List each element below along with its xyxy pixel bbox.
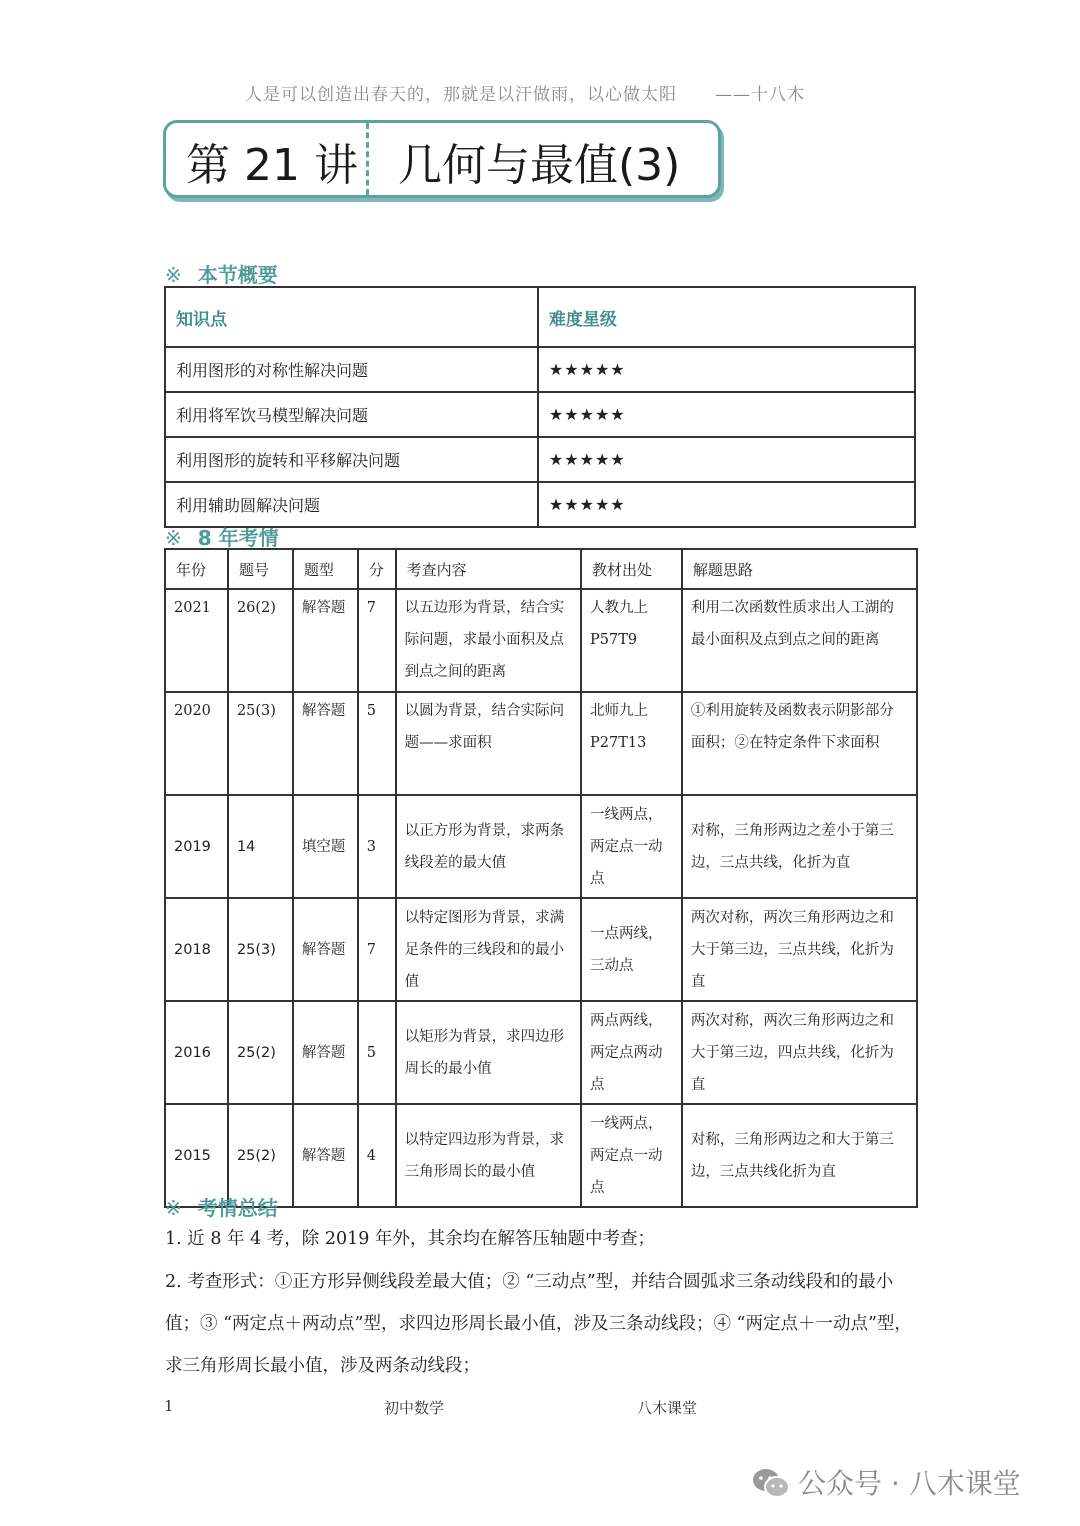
overview-row bbox=[165, 437, 915, 482]
exam-row bbox=[165, 898, 917, 1001]
title-divider bbox=[366, 123, 369, 195]
exam-idea: 对称，三角形两边之和大于第三边，三点共线化折为直 bbox=[682, 1104, 917, 1207]
motto-author: ——十八木 bbox=[715, 85, 805, 105]
summary-heading bbox=[165, 1192, 278, 1221]
knowledge-topic: 利用图形的旋转和平移解决问题 bbox=[165, 437, 538, 482]
exam-year: 2015 bbox=[165, 1104, 228, 1207]
exam-year: 2019 bbox=[165, 795, 228, 898]
exam-content: 以圆为背景，结合实际问题——求面积 bbox=[396, 692, 581, 795]
exam-row bbox=[165, 1001, 917, 1104]
footer-brand: 八木课堂 bbox=[637, 1399, 698, 1417]
col-question-number: 题号 bbox=[228, 549, 293, 589]
exam-score: 7 bbox=[358, 898, 396, 1001]
footer-subject: 初中数学 bbox=[384, 1399, 445, 1417]
exam-heading-text: 8 年考情 bbox=[197, 526, 279, 550]
overview-row bbox=[165, 482, 915, 527]
exam-year: 2020 bbox=[165, 692, 228, 795]
col-question-type: 题型 bbox=[293, 549, 358, 589]
col-content: 考查内容 bbox=[396, 549, 581, 589]
col-difficulty: 难度星级 bbox=[538, 287, 915, 347]
knowledge-topic: 利用辅助圆解决问题 bbox=[165, 482, 538, 527]
exam-year: 2016 bbox=[165, 1001, 228, 1104]
reference-mark-icon: ※ bbox=[165, 263, 182, 287]
exam-row bbox=[165, 692, 917, 795]
exam-source: 一点两线，三动点 bbox=[581, 898, 682, 1001]
exam-score: 3 bbox=[358, 795, 396, 898]
exam-idea: 对称，三角形两边之差小于第三边，三点共线，化折为直 bbox=[682, 795, 917, 898]
exam-source: 一线两点，两定点一动点 bbox=[581, 1104, 682, 1207]
knowledge-topic: 利用将军饮马模型解决问题 bbox=[165, 392, 538, 437]
difficulty-stars: ★★★★★ bbox=[538, 437, 915, 482]
exam-history-table bbox=[164, 548, 918, 1208]
exam-score: 5 bbox=[358, 1001, 396, 1104]
exam-number: 25(2) bbox=[228, 1001, 293, 1104]
wechat-watermark-text: 公众号 · 八木课堂 bbox=[798, 1467, 1021, 1500]
exam-number: 14 bbox=[228, 795, 293, 898]
overview-header-row bbox=[165, 287, 915, 347]
exam-score: 4 bbox=[358, 1104, 396, 1207]
col-year: 年份 bbox=[165, 549, 228, 589]
col-idea: 解题思路 bbox=[682, 549, 917, 589]
exam-type: 解答题 bbox=[293, 898, 358, 1001]
col-knowledge: 知识点 bbox=[165, 287, 538, 347]
exam-content: 以正方形为背景，求两条线段差的最大值 bbox=[396, 795, 581, 898]
exam-type: 填空题 bbox=[293, 795, 358, 898]
exam-score: 5 bbox=[358, 692, 396, 795]
difficulty-stars: ★★★★★ bbox=[538, 392, 915, 437]
difficulty-stars: ★★★★★ bbox=[538, 482, 915, 527]
exam-idea: 利用二次函数性质求出人工湖的最小面积及点到点之间的距离 bbox=[682, 589, 917, 692]
reference-mark-icon: ※ bbox=[165, 526, 182, 550]
exam-content: 以五边形为背景，结合实际问题，求最小面积及点到点之间的距离 bbox=[396, 589, 581, 692]
lecture-number: 第 21 讲 bbox=[186, 140, 358, 191]
exam-row bbox=[165, 589, 917, 692]
exam-idea: 两次对称，两次三角形两边之和大于第三边，三点共线，化折为直 bbox=[682, 898, 917, 1001]
reference-mark-icon: ※ bbox=[165, 1196, 182, 1220]
overview-heading bbox=[165, 259, 278, 288]
exam-source: 人教九上P57T9 bbox=[581, 589, 682, 692]
overview-heading-text: 本节概要 bbox=[197, 263, 278, 287]
overview-row bbox=[165, 347, 915, 392]
exam-number: 25(3) bbox=[228, 692, 293, 795]
wechat-icon bbox=[752, 1467, 790, 1506]
exam-score: 7 bbox=[358, 589, 396, 692]
summary-heading-text: 考情总结 bbox=[197, 1196, 278, 1220]
lecture-title-box bbox=[163, 120, 721, 198]
exam-number: 25(2) bbox=[228, 1104, 293, 1207]
exam-type: 解答题 bbox=[293, 1104, 358, 1207]
col-score: 分 bbox=[358, 549, 396, 589]
page-number: 1 bbox=[164, 1397, 174, 1415]
exam-idea: 两次对称，两次三角形两边之和大于第三边，四点共线，化折为直 bbox=[682, 1001, 917, 1104]
motto-text: 人是可以创造出春天的，那就是以汗做雨，以心做太阳 bbox=[245, 85, 677, 105]
page-motto bbox=[245, 80, 845, 105]
exam-source: 一线两点，两定点一动点 bbox=[581, 795, 682, 898]
summary-point-2: 2. 考查形式：①正方形异侧线段差最大值；② “三动点”型，并结合圆弧求三条动线段和的最小值；③ “两定点＋两动点”型，求四边形周长最小值，涉及三条动线段；④ “两定点＋一动点”型，求三角形周长最小值，涉及两条动线段； bbox=[165, 1272, 912, 1376]
exam-number: 26(2) bbox=[228, 589, 293, 692]
col-source: 教材出处 bbox=[581, 549, 682, 589]
overview-table bbox=[164, 286, 916, 528]
exam-content: 以矩形为背景，求四边形周长的最小值 bbox=[396, 1001, 581, 1104]
exam-idea: ①利用旋转及函数表示阴影部分面积；②在特定条件下求面积 bbox=[682, 692, 917, 795]
exam-year: 2018 bbox=[165, 898, 228, 1001]
exam-header-row bbox=[165, 549, 917, 589]
exam-row bbox=[165, 795, 917, 898]
exam-content: 以特定四边形为背景，求三角形周长的最小值 bbox=[396, 1104, 581, 1207]
exam-number: 25(3) bbox=[228, 898, 293, 1001]
summary-point-1: 1. 近 8 年 4 考，除 2019 年外，其余均在解答压轴题中考查； bbox=[165, 1229, 655, 1249]
exam-source: 北师九上P27T13 bbox=[581, 692, 682, 795]
exam-type: 解答题 bbox=[293, 589, 358, 692]
exam-content: 以特定图形为背景，求满足条件的三线段和的最小值 bbox=[396, 898, 581, 1001]
exam-source: 两点两线，两定点两动点 bbox=[581, 1001, 682, 1104]
wechat-watermark bbox=[752, 1462, 1021, 1506]
exam-row bbox=[165, 1104, 917, 1207]
exam-type: 解答题 bbox=[293, 692, 358, 795]
knowledge-topic: 利用图形的对称性解决问题 bbox=[165, 347, 538, 392]
lecture-topic: 几何与最值(3) bbox=[398, 140, 681, 191]
overview-row bbox=[165, 392, 915, 437]
exam-type: 解答题 bbox=[293, 1001, 358, 1104]
exam-year: 2021 bbox=[165, 589, 228, 692]
difficulty-stars: ★★★★★ bbox=[538, 347, 915, 392]
exam-heading bbox=[165, 522, 279, 551]
